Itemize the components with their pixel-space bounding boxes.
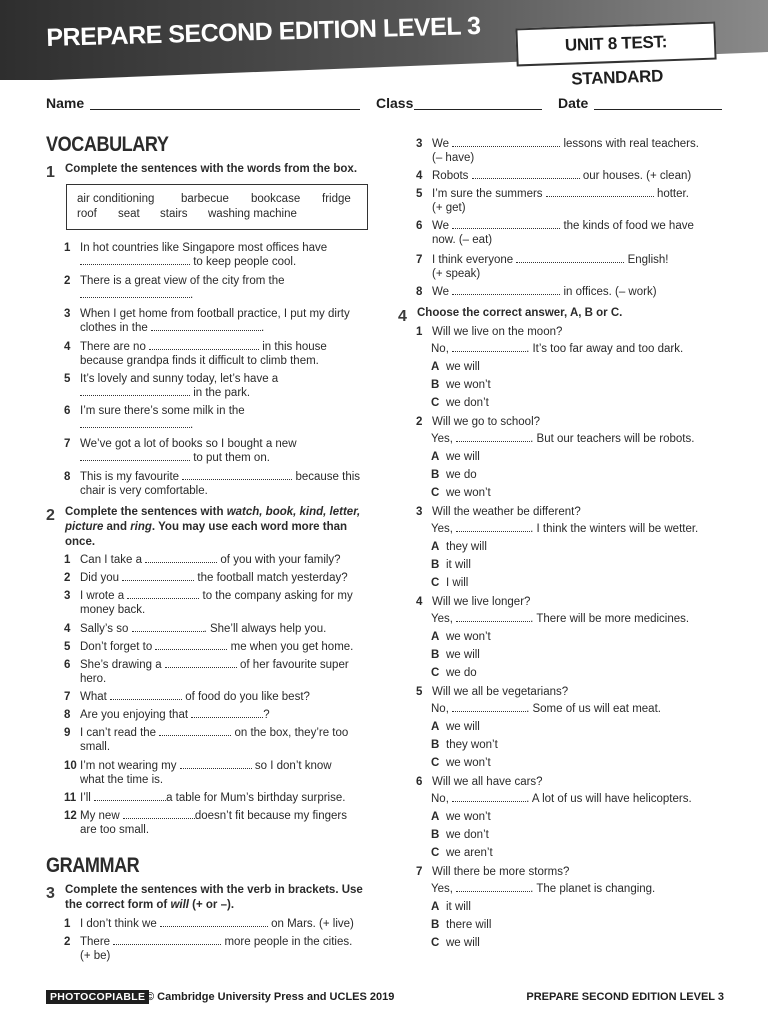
item-text: There are no in this house because grandpa finds it difficult to climb them. bbox=[80, 341, 327, 367]
answer-option[interactable] bbox=[431, 846, 493, 860]
item-text: Don’t forget to me when you get home. bbox=[80, 641, 354, 653]
answer-blank[interactable] bbox=[159, 726, 231, 736]
class-line[interactable] bbox=[414, 109, 542, 110]
item-text: In hot countries like Singapore most offices have to keep people cool. bbox=[80, 242, 328, 268]
answer-option[interactable] bbox=[431, 738, 498, 752]
item-text: Are you enjoying that ? bbox=[80, 709, 270, 721]
section-heading-grammar: GRAMMAR bbox=[46, 854, 140, 877]
answer-blank[interactable] bbox=[149, 340, 259, 350]
answer-option[interactable] bbox=[431, 378, 491, 392]
item-text: Robots our houses. (+ clean) bbox=[432, 170, 692, 182]
option-text: we will bbox=[446, 361, 480, 373]
item-number: 7 bbox=[64, 438, 71, 450]
item-text: There more people in the cities. (+ be) bbox=[80, 936, 353, 962]
item-number: 5 bbox=[416, 188, 423, 200]
answer-blank[interactable] bbox=[452, 137, 560, 147]
item-number: 2 bbox=[64, 572, 71, 584]
answer-option[interactable] bbox=[431, 936, 480, 950]
option-letter: B bbox=[431, 379, 440, 391]
option-letter: A bbox=[431, 451, 440, 463]
answer-blank[interactable] bbox=[456, 882, 530, 892]
answer-blank[interactable] bbox=[110, 690, 182, 700]
option-letter: B bbox=[431, 649, 440, 661]
answer-option[interactable] bbox=[431, 576, 468, 590]
option-text: we do bbox=[446, 469, 477, 481]
answer-blank[interactable] bbox=[456, 612, 530, 622]
item-number: 7 bbox=[416, 866, 423, 878]
answer-blank[interactable] bbox=[456, 432, 530, 442]
option-letter: A bbox=[431, 811, 440, 823]
answer-blank[interactable] bbox=[516, 253, 624, 263]
option-text: we will bbox=[446, 721, 480, 733]
answer-blank[interactable] bbox=[80, 255, 190, 265]
exercise-number: 1 bbox=[46, 164, 55, 181]
item-number: 5 bbox=[416, 686, 423, 698]
item-number: 2 bbox=[64, 275, 71, 287]
item-text: I can’t read the on the box, they’re too small. bbox=[80, 727, 349, 753]
item-text: When I get home from football practice, I put my dirty clothes in the . bbox=[80, 308, 350, 334]
option-text: we won’t bbox=[446, 487, 491, 499]
item-text: I’m not wearing my so I don’t know what the time is. bbox=[80, 760, 332, 786]
option-letter: A bbox=[431, 631, 440, 643]
answer-option[interactable] bbox=[431, 720, 480, 734]
option-text: we will bbox=[446, 937, 480, 949]
option-letter: B bbox=[431, 919, 440, 931]
option-letter: C bbox=[431, 667, 440, 679]
option-letter: A bbox=[431, 901, 440, 913]
answer-blank[interactable] bbox=[155, 640, 227, 650]
answer-line: No, . A lot of us will have helicopters. bbox=[431, 793, 692, 805]
answer-option[interactable] bbox=[431, 540, 487, 554]
answer-option[interactable] bbox=[431, 360, 480, 374]
answer-blank[interactable] bbox=[80, 386, 190, 396]
option-letter: A bbox=[431, 721, 440, 733]
answer-blank[interactable] bbox=[151, 321, 261, 331]
answer-blank[interactable] bbox=[456, 522, 530, 532]
option-text: we do bbox=[446, 667, 477, 679]
item-number: 7 bbox=[416, 254, 423, 266]
answer-blank[interactable] bbox=[160, 917, 268, 927]
item-number: 8 bbox=[64, 709, 71, 721]
item-text: We lessons with real teachers. (– have) bbox=[432, 138, 699, 164]
option-letter: B bbox=[431, 469, 440, 481]
answer-blank[interactable] bbox=[472, 169, 580, 179]
exercise-number: 4 bbox=[398, 308, 407, 325]
item-number: 4 bbox=[64, 623, 71, 635]
item-text: I’m sure the summers hotter. (+ get) bbox=[432, 188, 689, 214]
answer-blank[interactable] bbox=[452, 285, 560, 295]
footer bbox=[46, 990, 724, 1006]
answer-blank[interactable] bbox=[122, 571, 194, 581]
item-number: 1 bbox=[64, 242, 71, 254]
answer-blank[interactable] bbox=[123, 809, 195, 819]
item-number: 3 bbox=[416, 138, 423, 150]
answer-option[interactable] bbox=[431, 450, 480, 464]
item-number: 10 bbox=[64, 760, 77, 772]
question-text: Will we live on the moon? bbox=[432, 326, 563, 338]
answer-blank[interactable] bbox=[94, 791, 166, 801]
box-word: fridge bbox=[322, 193, 351, 205]
answer-line: Yes, . But our teachers will be robots. bbox=[431, 433, 695, 445]
option-letter: C bbox=[431, 397, 440, 409]
item-number: 1 bbox=[64, 918, 71, 930]
option-text: we won’t bbox=[446, 379, 491, 391]
date-line[interactable] bbox=[594, 109, 722, 110]
option-letter: B bbox=[431, 739, 440, 751]
exercise-number: 3 bbox=[46, 885, 55, 902]
unit-title: UNIT 8 TEST: STANDARD bbox=[564, 32, 668, 89]
answer-option[interactable] bbox=[431, 900, 471, 914]
box-word: roof bbox=[77, 208, 97, 220]
footer-series-title: PREPARE SECOND EDITION LEVEL 3 bbox=[526, 991, 724, 1003]
name-line[interactable] bbox=[90, 109, 360, 110]
option-letter: C bbox=[431, 487, 440, 499]
answer-option[interactable] bbox=[431, 918, 491, 932]
item-text: Sally’s so . She’ll always help you. bbox=[80, 623, 327, 635]
answer-blank[interactable] bbox=[80, 288, 190, 298]
exercise-instruction: Complete the sentences with watch, book, kind, letter, picture and ring. You may use each word more than once. bbox=[65, 506, 361, 548]
option-letter: B bbox=[431, 829, 440, 841]
answer-blank[interactable] bbox=[452, 219, 560, 229]
photocopiable-badge: PHOTOCOPIABLE bbox=[46, 990, 149, 1004]
item-text: This is my favourite because this chair is very comfortable. bbox=[80, 471, 361, 497]
answer-option[interactable] bbox=[431, 558, 471, 572]
question-text: Will we go to school? bbox=[432, 416, 541, 428]
answer-blank[interactable] bbox=[191, 708, 263, 718]
item-number: 1 bbox=[64, 554, 71, 566]
name-class-date-bar bbox=[46, 95, 724, 115]
answer-option[interactable] bbox=[431, 648, 480, 662]
answer-blank[interactable] bbox=[113, 935, 221, 945]
item-number: 8 bbox=[64, 471, 71, 483]
question-text: Will there be more storms? bbox=[432, 866, 570, 878]
option-text: we won’t bbox=[446, 757, 491, 769]
answer-option[interactable] bbox=[431, 486, 491, 500]
answer-line: Yes, . I think the winters will be wetter. bbox=[431, 523, 699, 535]
option-text: we aren’t bbox=[446, 847, 493, 859]
answer-line: No, . It’s too far away and too dark. bbox=[431, 343, 684, 355]
option-text: we will bbox=[446, 649, 480, 661]
item-text: I wrote a to the company asking for my money back. bbox=[80, 590, 353, 616]
answer-option[interactable] bbox=[431, 810, 491, 824]
box-word: stairs bbox=[160, 208, 188, 220]
exercise-number: 2 bbox=[46, 507, 55, 524]
answer-blank[interactable] bbox=[452, 702, 526, 712]
answer-blank[interactable] bbox=[80, 451, 190, 461]
option-letter: C bbox=[431, 847, 440, 859]
series-title: PREPARE SECOND EDITION LEVEL 3 bbox=[46, 11, 481, 52]
item-number: 3 bbox=[64, 590, 71, 602]
item-text: We in offices. (– work) bbox=[432, 286, 657, 298]
option-text: we won’t bbox=[446, 811, 491, 823]
answer-blank[interactable] bbox=[132, 622, 204, 632]
answer-option[interactable] bbox=[431, 396, 489, 410]
date-label: Date bbox=[558, 95, 589, 111]
item-number: 6 bbox=[64, 405, 71, 417]
item-text: She’s drawing a of her favourite super hero. bbox=[80, 659, 349, 685]
item-text: I’m sure there’s some milk in the . bbox=[80, 405, 245, 431]
question-text: Will the weather be different? bbox=[432, 506, 581, 518]
item-text: We’ve got a lot of books so I bought a new to put them on. bbox=[80, 438, 297, 464]
option-letter: C bbox=[431, 757, 440, 769]
section-heading-vocabulary: VOCABULARY bbox=[46, 133, 169, 156]
item-number: 1 bbox=[416, 326, 423, 338]
item-number: 5 bbox=[64, 641, 71, 653]
box-word: seat bbox=[118, 208, 140, 220]
option-text: they will bbox=[446, 541, 487, 553]
answer-line: No, . Some of us will eat meat. bbox=[431, 703, 661, 715]
answer-blank[interactable] bbox=[165, 658, 237, 668]
option-text: they won’t bbox=[446, 739, 498, 751]
box-word: barbecue bbox=[181, 193, 229, 205]
item-number: 12 bbox=[64, 810, 77, 822]
option-letter: B bbox=[431, 559, 440, 571]
item-text: What of food do you like best? bbox=[80, 691, 310, 703]
item-number: 6 bbox=[64, 659, 71, 671]
item-text: Can I take a of you with your family? bbox=[80, 554, 341, 566]
option-text: it will bbox=[446, 559, 471, 571]
answer-line: Yes, . The planet is changing. bbox=[431, 883, 656, 895]
item-number: 6 bbox=[416, 220, 423, 232]
answer-option[interactable] bbox=[431, 666, 477, 680]
option-text: we won’t bbox=[446, 631, 491, 643]
item-text: I think everyone English! (+ speak) bbox=[432, 254, 669, 280]
answer-blank[interactable] bbox=[145, 553, 217, 563]
word-box bbox=[66, 184, 368, 230]
copyright-text: © Cambridge University Press and UCLES 2019 bbox=[146, 991, 395, 1003]
question-text: Will we live longer? bbox=[432, 596, 531, 608]
option-letter: A bbox=[431, 361, 440, 373]
box-word: bookcase bbox=[251, 193, 301, 205]
answer-option[interactable] bbox=[431, 468, 477, 482]
answer-blank[interactable] bbox=[80, 418, 190, 428]
name-label: Name bbox=[46, 95, 85, 111]
item-number: 6 bbox=[416, 776, 423, 788]
item-text: My new doesn’t fit because my fingers are too small. bbox=[80, 810, 347, 836]
answer-blank[interactable] bbox=[546, 187, 654, 197]
class-label: Class bbox=[376, 95, 414, 111]
item-text: I’ll a table for Mum’s birthday surprise. bbox=[80, 792, 346, 804]
option-text: we don’t bbox=[446, 829, 489, 841]
item-text: I don’t think we on Mars. (+ live) bbox=[80, 918, 354, 930]
item-text: There is a great view of the city from the . bbox=[80, 275, 285, 301]
option-letter: C bbox=[431, 937, 440, 949]
option-letter: C bbox=[431, 577, 440, 589]
box-word: washing machine bbox=[208, 208, 297, 220]
answer-blank[interactable] bbox=[182, 470, 292, 480]
item-number: 4 bbox=[416, 170, 423, 182]
item-number: 9 bbox=[64, 727, 71, 739]
item-text: Did you the football match yesterday? bbox=[80, 572, 348, 584]
option-text: we will bbox=[446, 451, 480, 463]
item-number: 4 bbox=[64, 341, 71, 353]
answer-option[interactable] bbox=[431, 828, 489, 842]
option-text: I will bbox=[446, 577, 469, 589]
option-letter: A bbox=[431, 541, 440, 553]
item-number: 7 bbox=[64, 691, 71, 703]
question-text: Will we all have cars? bbox=[432, 776, 543, 788]
box-word: air conditioning bbox=[77, 193, 155, 205]
answer-option[interactable] bbox=[431, 756, 491, 770]
option-text: it will bbox=[446, 901, 471, 913]
answer-blank[interactable] bbox=[452, 342, 526, 352]
item-number: 3 bbox=[64, 308, 71, 320]
item-number: 11 bbox=[64, 792, 77, 804]
item-text: It’s lovely and sunny today, let’s have a in the park. bbox=[80, 373, 279, 399]
item-number: 3 bbox=[416, 506, 423, 518]
item-number: 2 bbox=[64, 936, 71, 948]
question-text: Will we all be vegetarians? bbox=[432, 686, 569, 698]
exercise-instruction: Choose the correct answer, A, B or C. bbox=[417, 307, 623, 319]
answer-blank[interactable] bbox=[180, 759, 252, 769]
item-text: We the kinds of food we have now. (– eat) bbox=[432, 220, 694, 246]
item-number: 4 bbox=[416, 596, 423, 608]
option-text: we don’t bbox=[446, 397, 489, 409]
item-number: 8 bbox=[416, 286, 423, 298]
answer-option[interactable] bbox=[431, 630, 491, 644]
item-number: 2 bbox=[416, 416, 423, 428]
answer-blank[interactable] bbox=[127, 589, 199, 599]
unit-title-box bbox=[515, 22, 716, 89]
answer-line: Yes, . There will be more medicines. bbox=[431, 613, 690, 625]
option-text: there will bbox=[446, 919, 492, 931]
exercise-instruction: Complete the sentences with the words from the box. bbox=[65, 163, 358, 175]
answer-blank[interactable] bbox=[452, 792, 526, 802]
item-number: 5 bbox=[64, 373, 71, 385]
exercise-instruction: Complete the sentences with the verb in brackets. Use the correct form of will (+ or –). bbox=[65, 884, 363, 911]
